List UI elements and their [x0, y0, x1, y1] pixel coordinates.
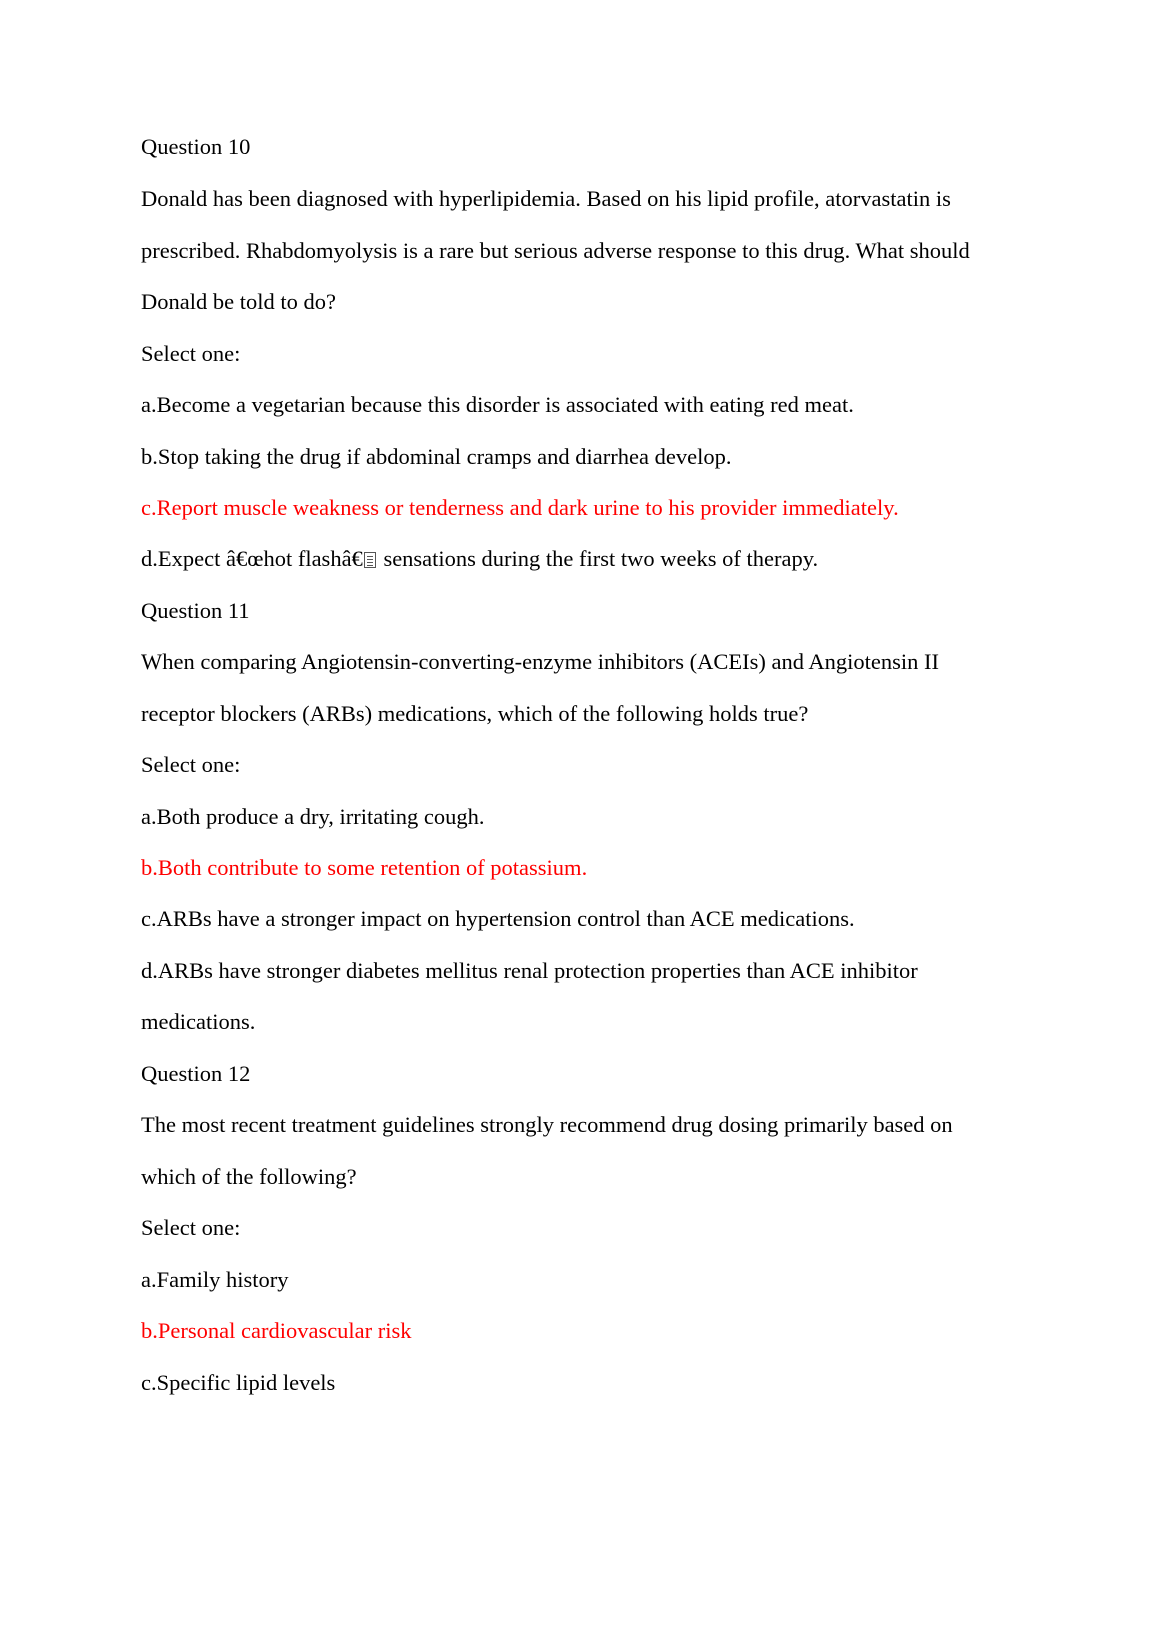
question-12-option-a: a.Family history — [141, 1267, 289, 1292]
question-12-option-b-correct: b.Personal cardiovascular risk — [141, 1318, 412, 1343]
question-12-select-prompt: Select one: — [141, 1215, 241, 1240]
question-12-stem-line-1: The most recent treatment guidelines strongly recommend drug dosing primarily based on — [141, 1112, 953, 1137]
question-11-select-prompt: Select one: — [141, 752, 241, 777]
question-11-option-d-line-1: d.ARBs have stronger diabetes mellitus renal protection properties than ACE inhibitor — [141, 958, 918, 983]
question-11-stem-line-1: When comparing Angiotensin-converting-enzyme inhibitors (ACEIs) and Angiotensin II — [141, 649, 939, 674]
question-11-option-d-line-2: medications. — [141, 1009, 256, 1034]
question-10-option-a: a.Become a vegetarian because this disorder is associated with eating red meat. — [141, 392, 854, 417]
question-10-stem-line-3: Donald be told to do? — [141, 289, 336, 314]
question-10-option-d-text-end: sensations during the first two weeks of therapy. — [377, 546, 819, 571]
question-11-option-b-correct: b.Both contribute to some retention of potassium. — [141, 855, 588, 880]
question-11-stem-line-2: receptor blockers (ARBs) medications, which of the following holds true? — [141, 701, 809, 726]
question-11-option-a: a.Both produce a dry, irritating cough. — [141, 804, 485, 829]
question-10-option-d-text-start: d.Expect â€œhot flashâ€ — [141, 546, 363, 571]
question-11-option-c: c.ARBs have a stronger impact on hypertension control than ACE medications. — [141, 906, 855, 931]
question-12-stem-line-2: which of the following? — [141, 1164, 357, 1189]
question-10-option-b: b.Stop taking the drug if abdominal cramps and diarrhea develop. — [141, 444, 732, 469]
question-10-stem-line-2: prescribed. Rhabdomyolysis is a rare but serious adverse response to this drug. What should — [141, 238, 970, 263]
question-10-select-prompt: Select one: — [141, 341, 241, 366]
question-11-heading: Question 11 — [141, 598, 250, 623]
question-10-option-c-correct: c.Report muscle weakness or tenderness and dark urine to his provider immediately. — [141, 495, 899, 520]
question-12-option-c: c.Specific lipid levels — [141, 1370, 336, 1395]
question-12-heading: Question 12 — [141, 1061, 251, 1086]
unknown-character-box-icon — [364, 552, 376, 568]
question-10-heading: Question 10 — [141, 134, 251, 159]
question-10-stem-line-1: Donald has been diagnosed with hyperlipidemia. Based on his lipid profile, atorvastatin is — [141, 186, 951, 211]
question-10-option-d — [141, 545, 818, 573]
